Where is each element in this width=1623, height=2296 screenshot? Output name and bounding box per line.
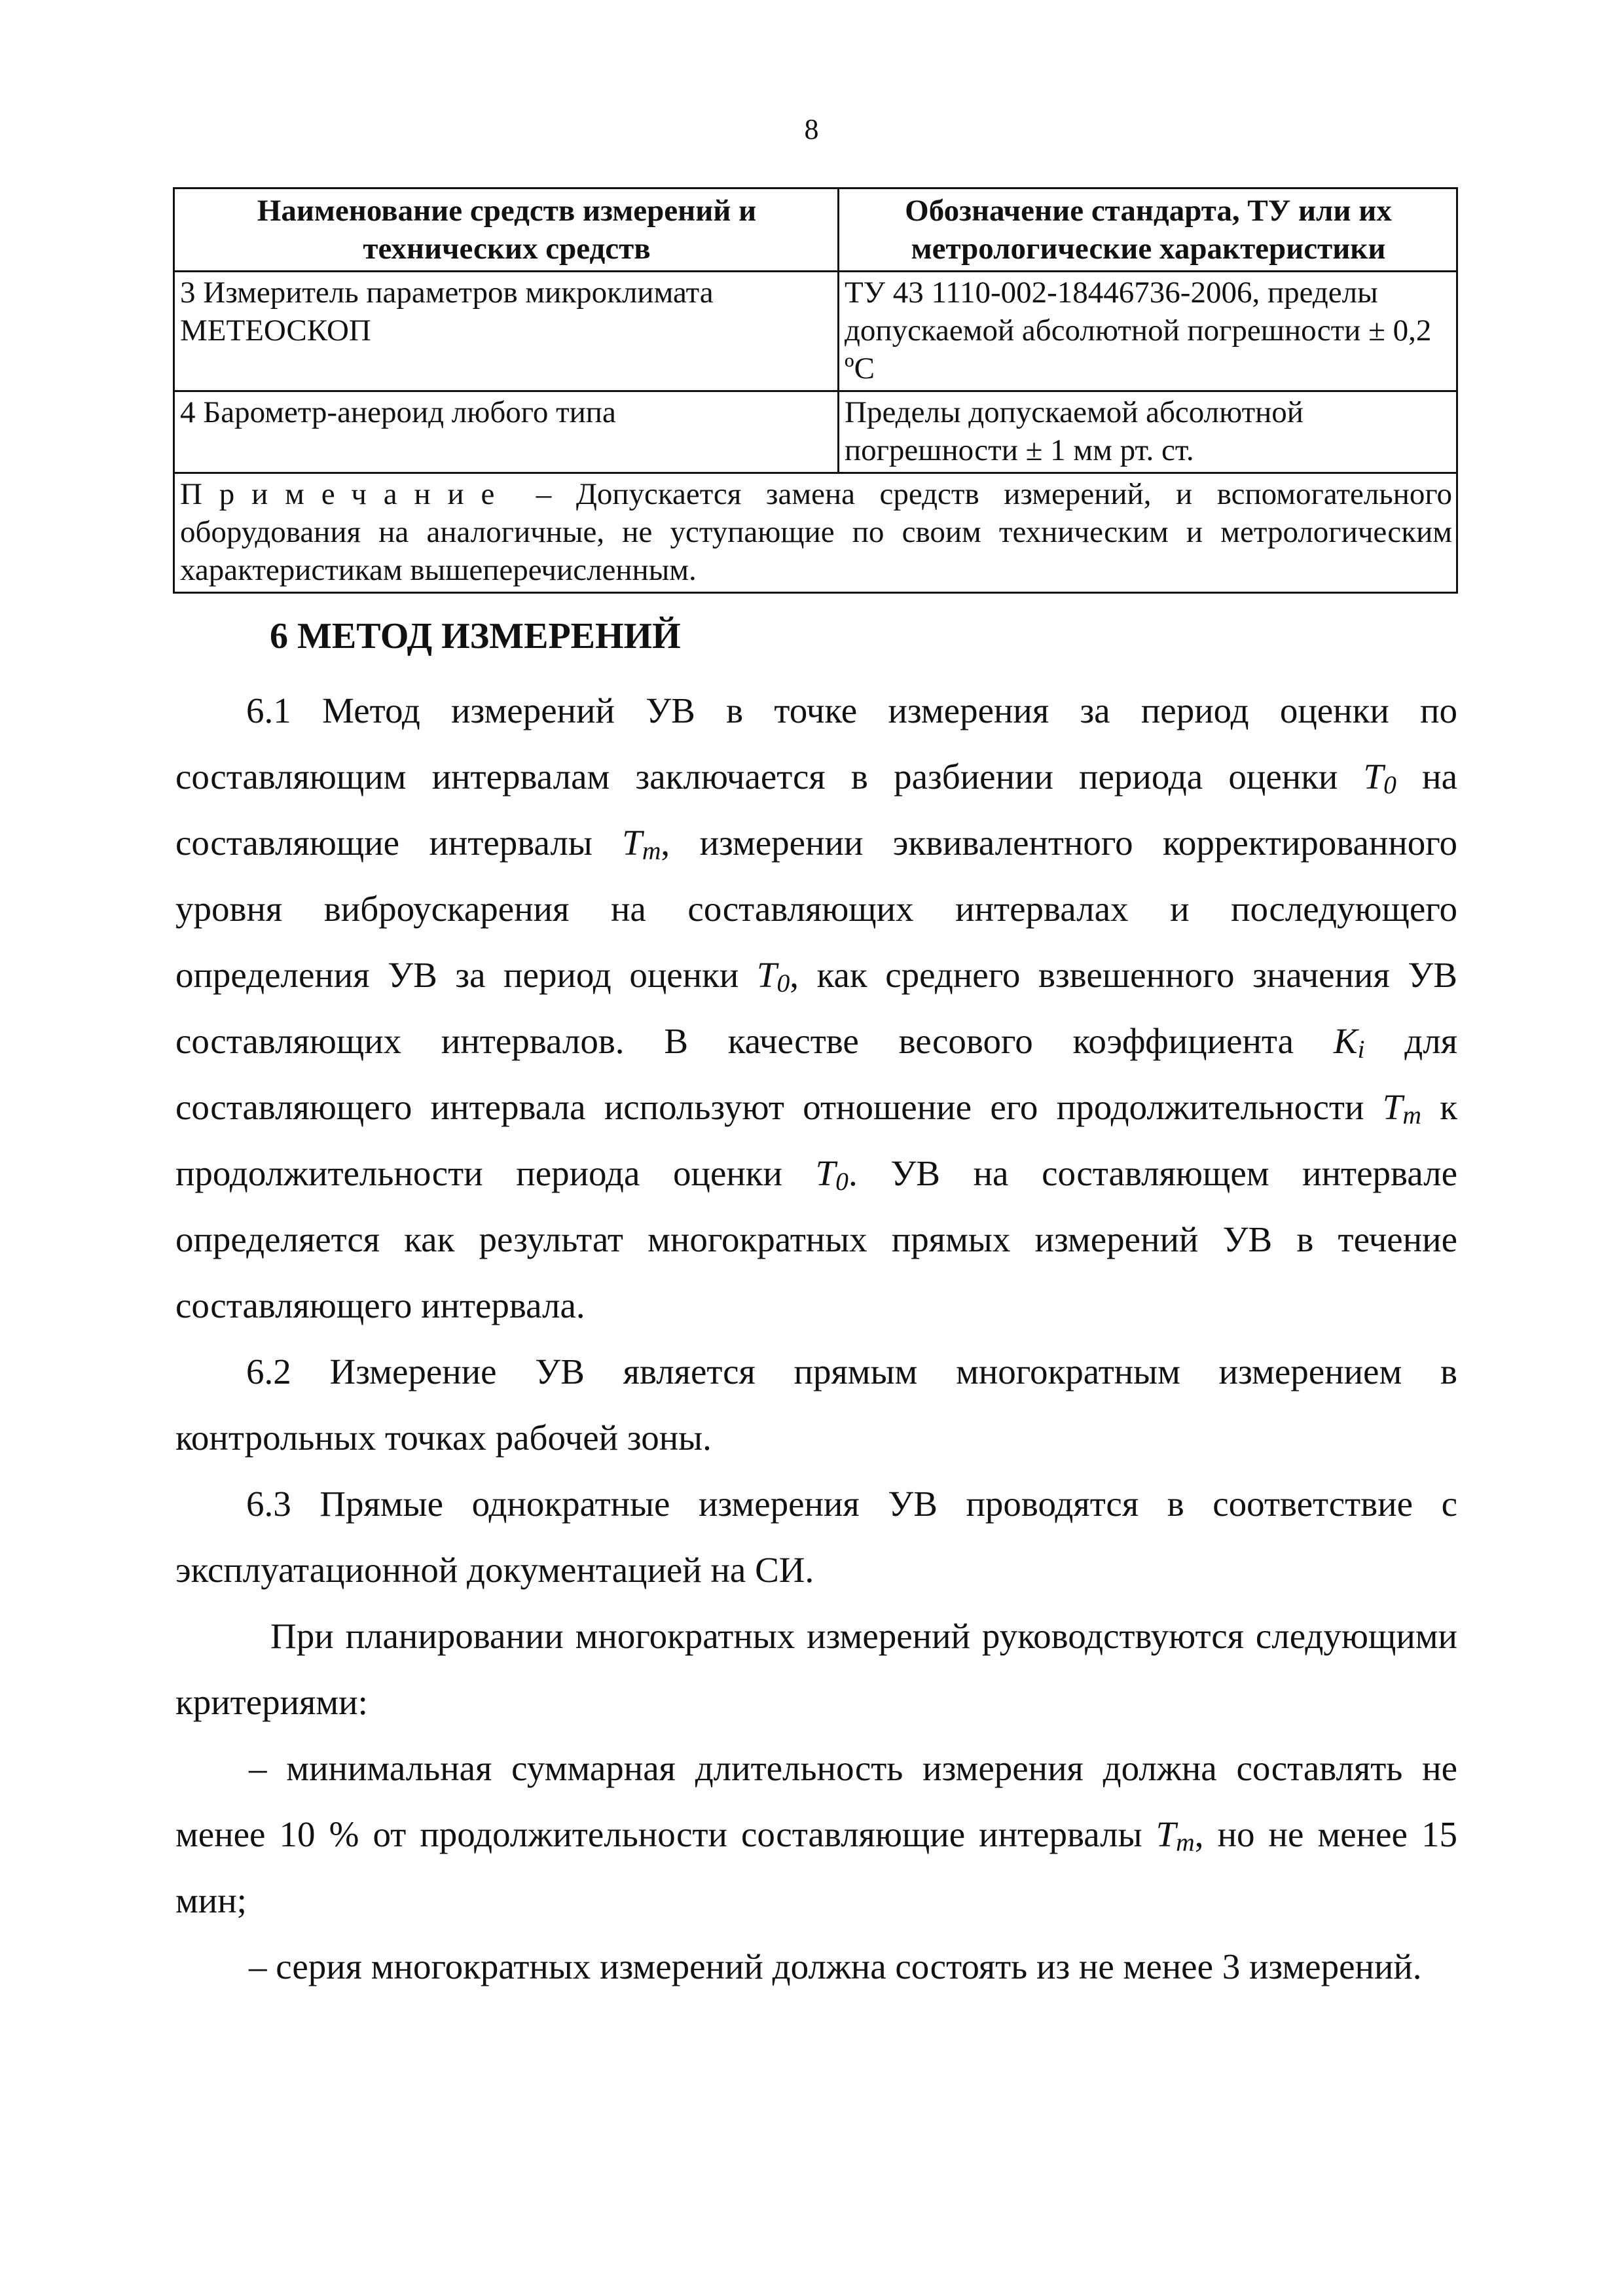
table-cell-spec: ТУ 43 1110-002-18446736-2006, пределы допускаемой абсолютной погрешности ± 0,2 ºС [839, 272, 1457, 391]
section-heading: 6 МЕТОД ИЗМЕРЕНИЙ [270, 616, 681, 656]
paragraph-6-3: 6.3 Прямые однократные измерения УВ проводятся в соответствие с эксплуатационной документацией на СИ. [175, 1484, 1457, 1590]
table-note-row [174, 473, 1457, 593]
criterion-2: – серия многократных измерений должна состоять из не менее 3 измерений. [249, 1946, 1422, 1986]
note-label: Примечание [180, 477, 512, 511]
table-header-name: Наименование средств измерений и технических средств [174, 188, 839, 272]
page-number: 8 [804, 113, 819, 145]
table-row [174, 272, 1457, 391]
table-note [174, 473, 1457, 593]
table-header-row [174, 188, 1457, 272]
table-cell-name: 3 Измеритель параметров микроклимата МЕТЕОСКОП [174, 272, 839, 391]
note-text: – Допускается замена средств измерений, и вспомогательного оборудования на аналогичные, не уступающие по своим техническим и метрологическим характеристикам вышеперечисленным. [180, 477, 1452, 587]
paragraph-planning: При планировании многократных измерений руководствуются следующими критериями: [175, 1616, 1457, 1722]
table-header-spec: Обозначение стандарта, ТУ или их метрологические характеристики [839, 188, 1457, 272]
section-body [175, 677, 1457, 2000]
paragraph-6-1: 6.1 Метод измерений УВ в точке измерения за период оценки по составляющим интервалам заключается в разбиении периода оценки $T_0$ на составляющие интервалы $T_m$, измерении эквивалентного корректированного уровня виброускарения на составляющих интервалах и последующего определения УВ за период оценки $T_0$, как среднего взвешенного значения УВ составляющих интервалов. В качестве весового коэффициента $K_i$ для составляющего интервала используют отношение его продолжительности $T_m$ к продолжительности периода оценки $T_0$. УВ на составляющем интервале определяется как результат многократных прямых измерений УВ в течение составляющего интервала. [175, 691, 1457, 1325]
paragraph-6-2: 6.2 Измерение УВ является прямым многократным измерением в контрольных точках рабочей зоны. [175, 1352, 1457, 1458]
table-cell-name: 4 Барометр-анероид любого типа [174, 391, 839, 473]
criterion-1: – минимальная суммарная длительность измерения должна составлять не менее 10 % от продолжительности составляющие интервалы $T_m$, но не менее 15 мин; [175, 1748, 1457, 1920]
table-cell-spec: Пределы допускаемой абсолютной погрешности ± 1 мм рт. ст. [839, 391, 1457, 473]
table-row [174, 391, 1457, 473]
instruments-table [173, 187, 1458, 594]
